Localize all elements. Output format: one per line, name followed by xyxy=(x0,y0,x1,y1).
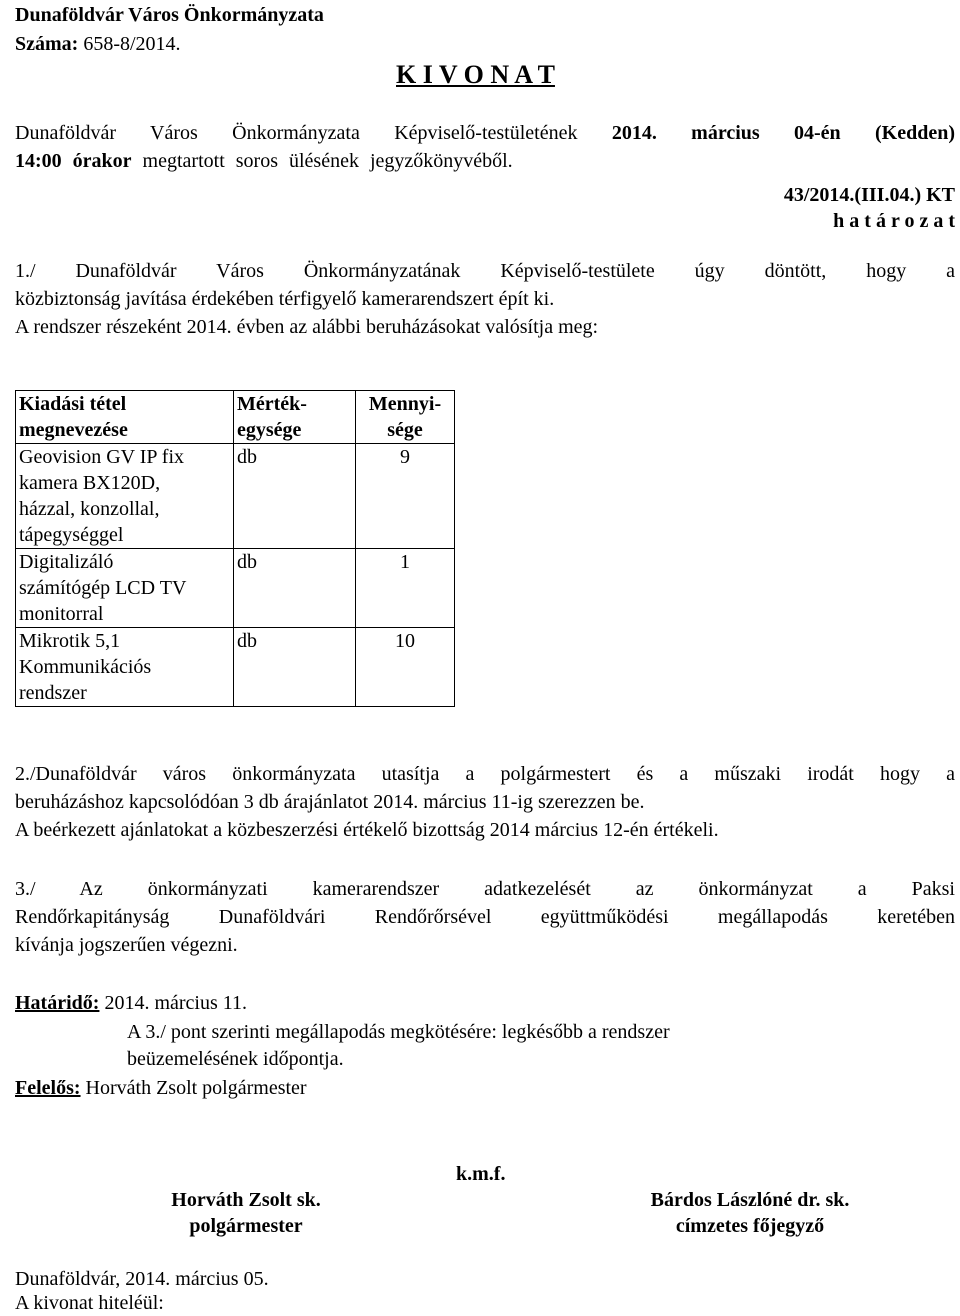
point-2-line-2: beruházáshoz kapcsolódóan 3 db árajánlatot 2014. március 11-ig szerezzen be. xyxy=(15,791,645,813)
point-3-line-1: 3./ Az önkormányzati kamerarendszer adatkezelését az önkormányzat a Paksi xyxy=(15,878,955,900)
point-2-line-1: 2./Dunaföldvár város önkormányzata utasítja a polgármestert és a műszaki irodát hogy a xyxy=(15,763,955,785)
deadline-note-1: A 3./ pont szerinti megállapodás megkötésére: legkésőbb a rendszer xyxy=(127,1021,670,1043)
cell-unit: db xyxy=(234,549,356,628)
header-quantity: Mennyi- sége xyxy=(356,391,455,444)
deadline-note-2: beüzemelésének időpontja. xyxy=(127,1048,344,1070)
cell-unit: db xyxy=(234,628,356,707)
document-number xyxy=(15,31,181,57)
resolution-number: 43/2014.(III.04.) KT xyxy=(783,184,955,206)
responsible xyxy=(15,1075,307,1101)
cell-unit: db xyxy=(234,444,356,549)
point-2-line-3: A beérkezett ajánlatokat a közbeszerzési értékelő bizottság 2014 március 12-én értékeli. xyxy=(15,819,719,841)
table-row xyxy=(16,628,455,707)
resolution-word: h a t á r o z a t xyxy=(833,210,955,232)
investment-table xyxy=(15,390,455,707)
table-row xyxy=(16,444,455,549)
document-number-value: 658-8/2014. xyxy=(83,33,181,55)
place-date: Dunaföldvár, 2014. március 05. xyxy=(15,1268,269,1290)
cell-item: Digitalizáló számítógép LCD TV monitorral xyxy=(16,549,234,628)
cell-quantity: 10 xyxy=(356,628,455,707)
point-3-line-2: Rendőrkapitányság Dunaföldvári Rendőrőrsével együttműködési megállapodás keretében xyxy=(15,906,955,928)
table-header-row xyxy=(16,391,455,444)
right-signatory-title: címzetes főjegyző xyxy=(675,1215,825,1237)
deadline-label: Határidő: xyxy=(15,992,100,1014)
deadline-value: 2014. március 11. xyxy=(104,992,248,1014)
point-3-line-3: kívánja jogszerűen végezni. xyxy=(15,934,238,956)
document-title: K I V O N A T xyxy=(396,60,555,89)
point-1-line-3: A rendszer részeként 2014. évben az alábbi beruházásokat valósítja meg: xyxy=(15,316,599,338)
document-number-label: Száma: xyxy=(15,33,79,55)
point-1-line-1: 1./ Dunaföldvár Város Önkormányzatának Képviselő-testülete úgy döntött, hogy a xyxy=(15,260,955,282)
kmf-label: k.m.f. xyxy=(456,1163,506,1185)
right-signatory-name: Bárdos Lászlóné dr. sk. xyxy=(650,1189,850,1211)
left-signatory-title: polgármester xyxy=(189,1215,303,1237)
deadline xyxy=(15,990,247,1016)
cell-item: Geovision GV IP fix kamera BX120D, házzal, konzollal, tápegységgel xyxy=(16,444,234,549)
point-1-line-2: közbiztonság javítása érdekében térfigyelő kamerarendszert épít ki. xyxy=(15,288,555,310)
cell-quantity: 9 xyxy=(356,444,455,549)
left-signatory-name: Horváth Zsolt sk. xyxy=(171,1189,321,1211)
cell-quantity: 1 xyxy=(356,549,455,628)
cell-item: Mikrotik 5,1 Kommunikációs rendszer xyxy=(16,628,234,707)
table-row xyxy=(16,549,455,628)
header-unit: Mérték- egysége xyxy=(234,391,356,444)
responsible-value: Horváth Zsolt polgármester xyxy=(85,1077,307,1099)
intro-line-1: Dunaföldvár Város Önkormányzata Képviselő-testületének 2014. március 04-én (Kedden) xyxy=(15,122,956,144)
intro-line-2: 14:00 órakor megtartott soros ülésének jegyzőkönyvéből. xyxy=(15,150,513,172)
organization-name: Dunaföldvár Város Önkormányzata xyxy=(15,4,324,26)
responsible-label: Felelős: xyxy=(15,1077,81,1099)
header-item-name: Kiadási tétel megnevezése xyxy=(16,391,234,444)
certified-label: A kivonat hiteléül: xyxy=(15,1292,164,1314)
